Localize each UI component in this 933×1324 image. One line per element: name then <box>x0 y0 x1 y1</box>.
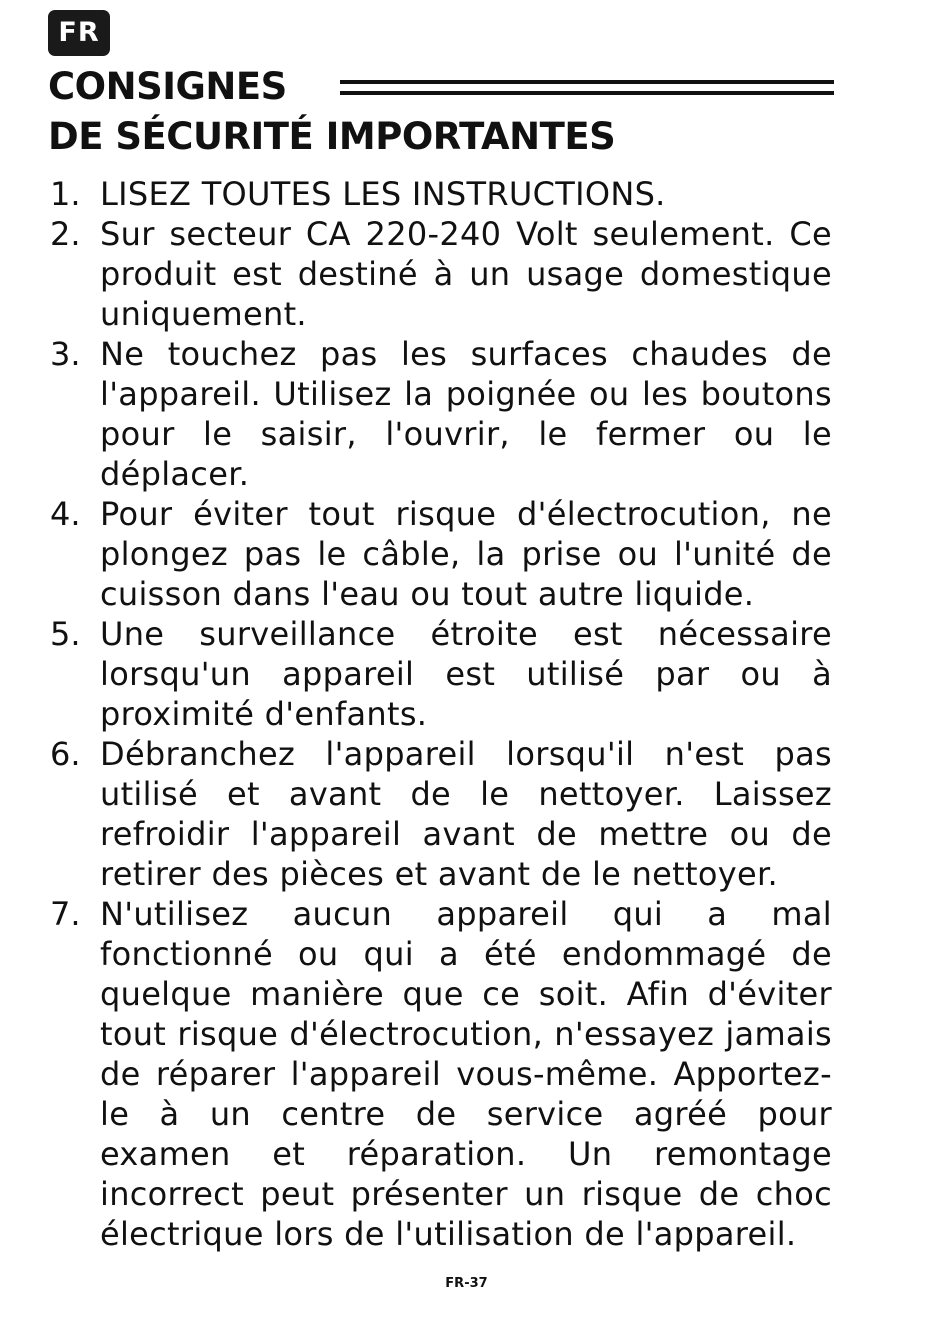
instruction-text: Une surveillance étroite est nécessaire lorsqu'un appareil est utilisé par ou à proximité d'enfants. <box>100 615 832 733</box>
instruction-item-7 <box>50 894 832 1254</box>
instruction-number: 3. <box>50 335 81 373</box>
instruction-text: Ne touchez pas les surfaces chaudes de l'appareil. Utilisez la poignée ou les boutons pour le saisir, l'ouvrir, le fermer ou le déplacer. <box>100 335 832 493</box>
instruction-number: 7. <box>50 895 81 933</box>
instruction-text: Débranchez l'appareil lorsqu'il n'est pas utilisé et avant de le nettoyer. Laissez refroidir l'appareil avant de mettre ou de retirer des pièces et avant de le nettoyer. <box>100 735 832 893</box>
instruction-number: 2. <box>50 215 81 253</box>
instruction-text: LISEZ TOUTES LES INSTRUCTIONS. <box>100 175 666 213</box>
instruction-item-5 <box>50 614 832 734</box>
instruction-number: 1. <box>50 175 81 213</box>
instruction-text: Pour éviter tout risque d'électrocution, ne plongez pas le câble, la prise ou l'unité de cuisson dans l'eau ou tout autre liquide. <box>100 495 832 613</box>
instruction-number: 6. <box>50 735 81 773</box>
instruction-number: 5. <box>50 615 81 653</box>
instruction-item-4 <box>50 494 832 614</box>
instruction-item-6 <box>50 734 832 894</box>
title-double-rule <box>340 80 834 95</box>
instruction-number: 4. <box>50 495 81 533</box>
page-title-line-2: DE SÉCURITÉ IMPORTANTES <box>48 115 616 158</box>
instruction-text: Sur secteur CA 220-240 Volt seulement. Ce produit est destiné à un usage domestique uniquement. <box>100 215 832 333</box>
safety-instructions-list <box>50 174 832 1254</box>
instruction-text: N'utilisez aucun appareil qui a mal fonctionné ou qui a été endommagé de quelque manière que ce soit. Afin d'éviter tout risque d'électrocution, n'essayez jamais de réparer l'appareil vous-même. Apportez-le à un centre de service agréé pour examen et réparation. Un remontage incorrect peut présenter un risque de choc électrique lors de l'utilisation de l'appareil. <box>100 895 832 1253</box>
page-title-line-1: CONSIGNES <box>48 65 287 108</box>
page-number: FR-37 <box>445 1276 488 1291</box>
page-title <box>48 62 615 162</box>
instruction-item-2 <box>50 214 832 334</box>
instruction-item-1 <box>50 174 832 214</box>
instruction-item-3 <box>50 334 832 494</box>
language-badge: FR <box>48 10 110 56</box>
